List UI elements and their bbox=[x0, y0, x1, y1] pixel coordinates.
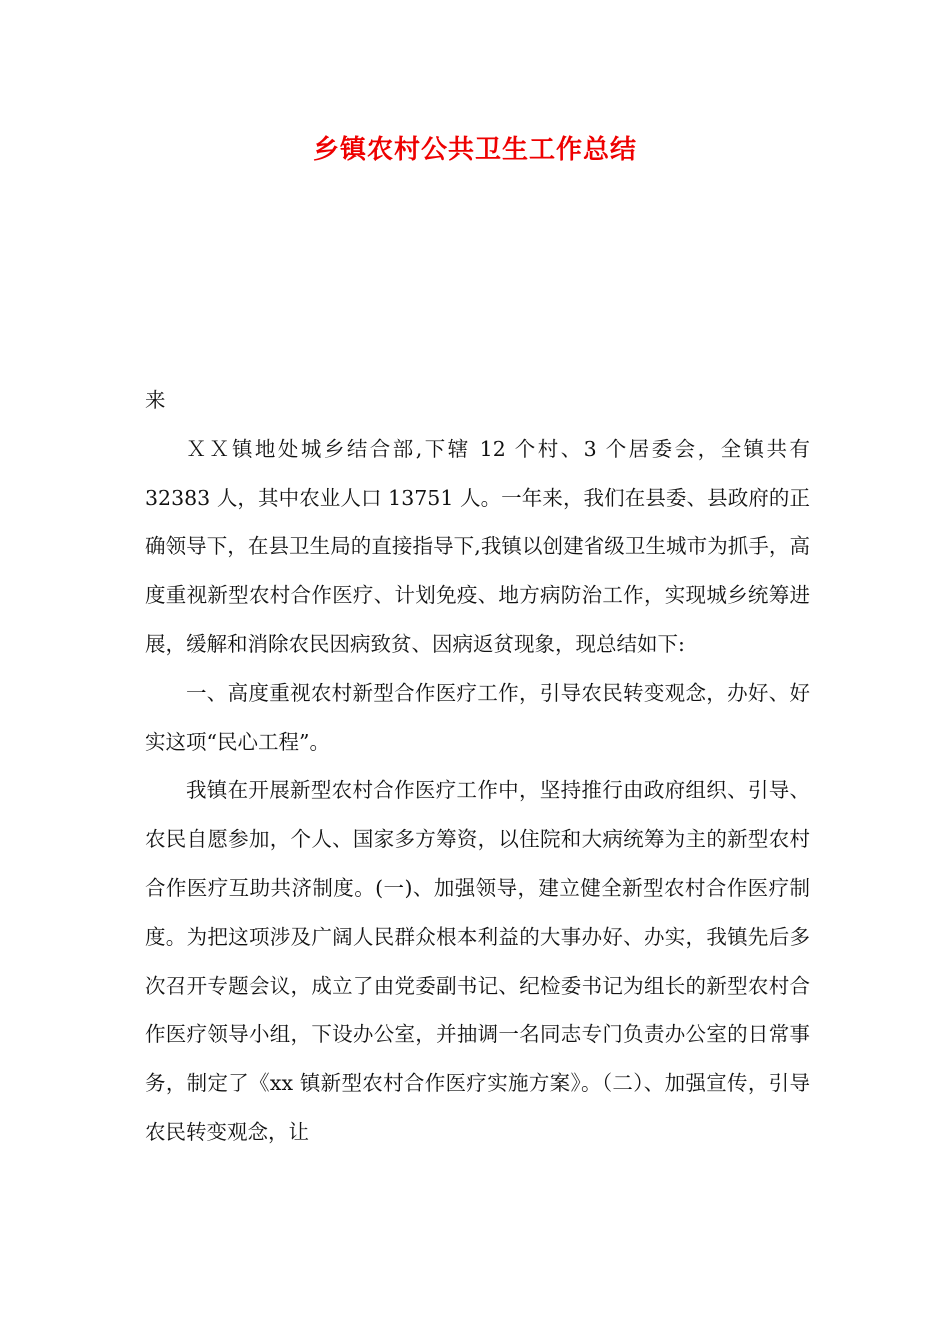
paragraph-section-body: 我镇在开展新型农村合作医疗工作中，坚持推行由政府组织、引导、农民自愿参加，个人、国家多方筹资，以住院和大病统筹为主的新型农村合作医疗互助共济制度。(一)、加强领导，建立健全新型农村合作医疗制度。为把这项涉及广阔人民群众根本利益的大事办好、办实，我镇先后多次召开专题会议，成立了由党委副书记、纪检委书记为组长的新型农村合作医疗领导小组，下设办公室，并抽调一名同志专门负责办公室的日常事务，制定了《xx 镇新型农村合作医疗实施方案》。（二）、加强宣传，引导农民转变观念，让 bbox=[145, 778, 810, 1144]
paragraph-intro: ＸＸ镇地处城乡结合部,下辖 12 个村、3 个居委会，全镇共有 32383 人，其中农业人口 13751 人。一年来，我们在县委、县政府的正确领导下，在县卫生局的直接指导下,我镇以创建省级卫生城市为抓手，高度重视新型农村合作医疗、计划免疫、地方病防治工作，实现城乡统筹进展，缓解和消除农民因病致贫、因病返贫现象，现总结如下: bbox=[145, 436, 810, 656]
paragraph-section-heading: 一、高度重视农村新型合作医疗工作，引导农民转变观念，办好、好实这项“民心工程”。 bbox=[145, 680, 810, 754]
document-body bbox=[145, 376, 810, 1157]
document-title: 乡镇农村公共卫生工作总结 bbox=[312, 135, 637, 165]
lead-fragment: 来 bbox=[145, 388, 166, 412]
